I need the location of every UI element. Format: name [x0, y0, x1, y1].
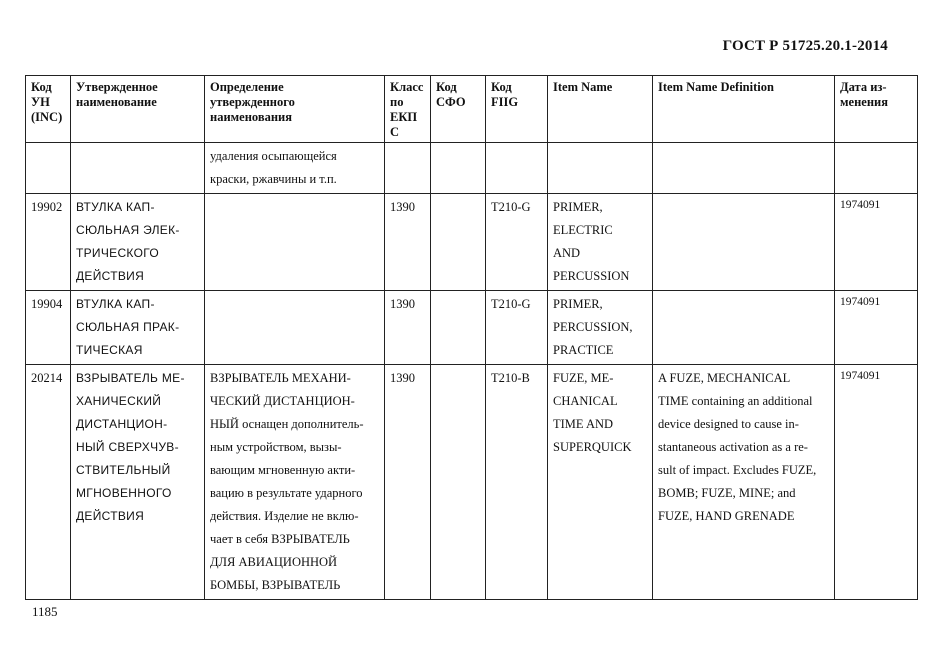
cell-definition: ВЗРЫВАТЕЛЬ МЕХАНИ- ЧЕСКИЙ ДИСТАНЦИОН- НЫЙ оснащен дополнитель- ным устройством, вызы- вающим мгновенную акти- вацию в результате ударного действия. Изделие не вклю- чает в себя ВЗРЫВАТЕЛЬ ДЛЯ АВИАЦИОННОЙ БОМБЫ, ВЗРЫВАТЕЛЬ — [205, 365, 385, 600]
cell-sfo — [431, 365, 486, 600]
cell-sfo — [431, 194, 486, 291]
table-header-row — [26, 76, 918, 143]
col-header-code: Код УН (INC) — [26, 76, 71, 143]
cell-sfo — [431, 291, 486, 365]
cell-definition — [205, 291, 385, 365]
cell-name — [71, 143, 205, 194]
cell-code — [26, 143, 71, 194]
cell-date — [835, 143, 918, 194]
cell-name: ВТУЛКА КАП- СЮЛЬНАЯ ЭЛЕК- ТРИЧЕСКОГО ДЕЙСТВИЯ — [71, 194, 205, 291]
cell-code: 19902 — [26, 194, 71, 291]
col-header-class: Класс по ЕКП С — [385, 76, 431, 143]
table-row — [26, 143, 918, 194]
cell-name: ВТУЛКА КАП- СЮЛЬНАЯ ПРАК- ТИЧЕСКАЯ — [71, 291, 205, 365]
cell-fiig: T210-G — [486, 194, 548, 291]
cell-date: 1974091 — [835, 365, 918, 600]
cell-class — [385, 143, 431, 194]
table-row — [26, 291, 918, 365]
cell-date: 1974091 — [835, 291, 918, 365]
cell-item-definition — [653, 194, 835, 291]
table-row — [26, 194, 918, 291]
cell-class: 1390 — [385, 194, 431, 291]
cell-code: 20214 — [26, 365, 71, 600]
cell-fiig: T210-B — [486, 365, 548, 600]
cell-item-definition — [653, 291, 835, 365]
col-header-fiig: Код FIIG — [486, 76, 548, 143]
cell-date: 1974091 — [835, 194, 918, 291]
col-header-item-definition: Item Name Definition — [653, 76, 835, 143]
col-header-item-name: Item Name — [548, 76, 653, 143]
cell-item-name: PRIMER, PERCUSSION, PRACTICE — [548, 291, 653, 365]
col-header-sfo: Код СФО — [431, 76, 486, 143]
cell-fiig — [486, 143, 548, 194]
cell-item-name — [548, 143, 653, 194]
col-header-approved-name: Утвержденное наименование — [71, 76, 205, 143]
cell-class: 1390 — [385, 291, 431, 365]
cell-code: 19904 — [26, 291, 71, 365]
page-number: 1185 — [32, 604, 58, 619]
document-code: ГОСТ Р 51725.20.1-2014 — [722, 38, 888, 54]
cell-sfo — [431, 143, 486, 194]
col-header-date: Дата из- менения — [835, 76, 918, 143]
cell-item-name: PRIMER, ELECTRIC AND PERCUSSION — [548, 194, 653, 291]
cell-name: ВЗРЫВАТЕЛЬ МЕ- ХАНИЧЕСКИЙ ДИСТАНЦИОН- НЫЙ СВЕРХЧУВ- СТВИТЕЛЬНЫЙ МГНОВЕННОГО ДЕЙСТВИЯ — [71, 365, 205, 600]
col-header-definition: Определение утвержденного наименования — [205, 76, 385, 143]
items-table — [25, 75, 918, 600]
cell-item-name: FUZE, ME- CHANICAL TIME AND SUPERQUICK — [548, 365, 653, 600]
cell-item-definition: A FUZE, MECHANICAL TIME containing an additional device designed to cause in- stantaneous activation as a re- sult of impact. Excludes FUZE, BOMB; FUZE, MINE; and FUZE, HAND GRENADE — [653, 365, 835, 600]
cell-class: 1390 — [385, 365, 431, 600]
table-row — [26, 365, 918, 600]
cell-fiig: T210-G — [486, 291, 548, 365]
cell-item-definition — [653, 143, 835, 194]
cell-definition: удаления осыпающейся краски, ржавчины и т.п. — [205, 143, 385, 194]
cell-definition — [205, 194, 385, 291]
